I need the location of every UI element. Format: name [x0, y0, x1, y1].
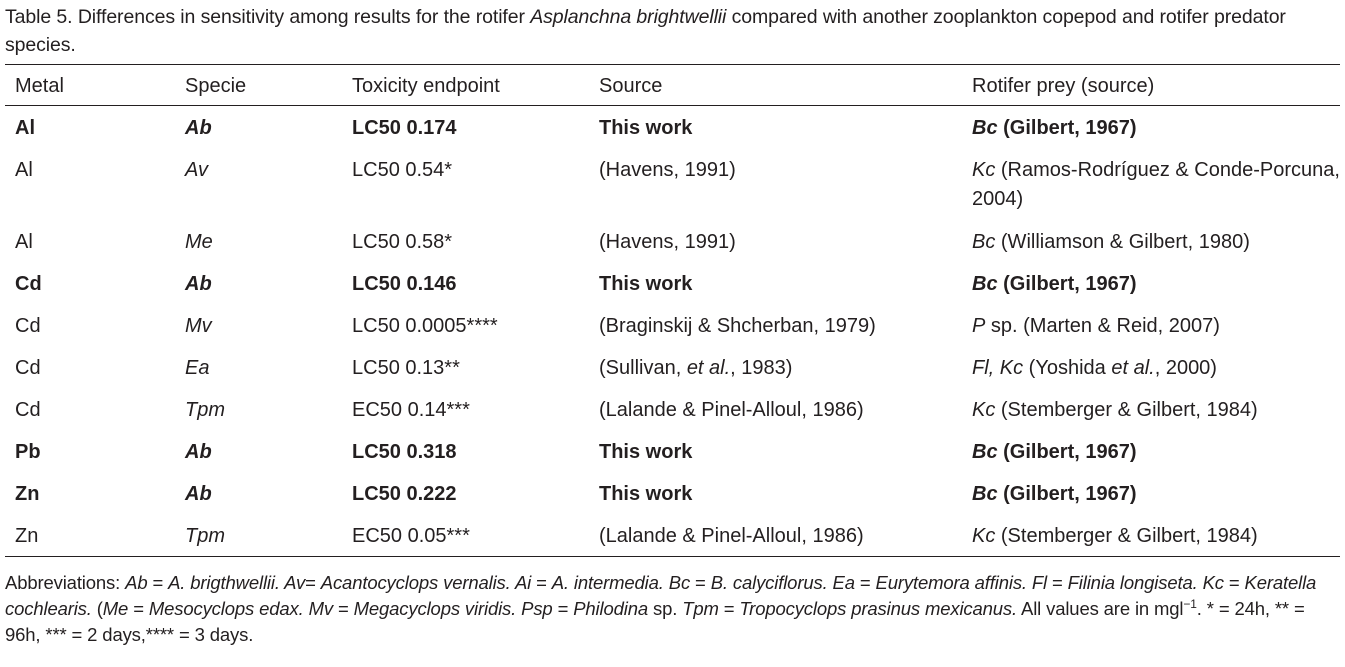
specie-cell: Tpm [185, 399, 225, 421]
specie-cell: Ea [185, 357, 210, 379]
specie-cell: Me [185, 231, 213, 253]
header-specie: Specie [185, 74, 247, 97]
table-row [5, 346, 1340, 388]
endpoint-cell: LC50 0.146 [352, 273, 457, 295]
endpoint-cell: LC50 0.222 [352, 483, 457, 505]
header-toxicity-endpoint: Toxicity endpoint [352, 74, 500, 97]
table-caption: Table 5. Differences in sensitivity among results for the rotifer Asplanchna brightwellii compared with another zooplankton copepod and rotifer predator species. [5, 6, 1286, 56]
source-cell: (Sullivan, et al., 1983) [599, 357, 793, 379]
endpoint-cell: LC50 0.318 [352, 441, 457, 463]
table-footnote: Abbreviations: Ab = A. brigthwellii. Av= Acantocyclops vernalis. Ai = A. intermedia. Bc = B. calyciflorus. Ea = Eurytemora affinis. Fl = Filinia longiseta. Kc = Keratella cochlearis. (Me = Mesocyclops edax. Mv = Megacyclops viridis. Psp = Philodina sp. Tpm = Tropocyclops prasinus mexicanus. All values are in mgl$^{-1}$. * = 24h, ** = 96h, *** = 2 days,**** = 3 days. [5, 572, 1317, 645]
source-cell: This work [599, 117, 693, 139]
prey-cell: Kc (Stemberger & Gilbert, 1984) [972, 399, 1258, 421]
endpoint-cell: EC50 0.14*** [352, 399, 470, 421]
endpoint-cell: LC50 0.13** [352, 357, 460, 379]
source-cell: This work [599, 273, 693, 295]
metal-cell: Cd [15, 357, 41, 379]
prey-cell: Bc (Williamson & Gilbert, 1980) [972, 231, 1250, 253]
endpoint-cell: LC50 0.174 [352, 117, 457, 139]
specie-cell: Tpm [185, 525, 225, 547]
table-row [5, 262, 1340, 304]
source-cell: (Havens, 1991) [599, 159, 736, 181]
table-row [5, 430, 1340, 472]
header-rotifer-prey: Rotifer prey (source) [972, 74, 1155, 97]
metal-cell: Al [15, 231, 33, 253]
table-row [5, 220, 1340, 262]
table-header-row [5, 65, 1340, 106]
source-cell: (Lalande & Pinel-Alloul, 1986) [599, 525, 864, 547]
endpoint-cell: EC50 0.05*** [352, 525, 470, 547]
prey-cell: P sp. (Marten & Reid, 2007) [972, 315, 1220, 337]
table-row [5, 148, 1340, 220]
metal-cell: Zn [15, 525, 39, 547]
table-row [5, 472, 1340, 514]
sensitivity-table [5, 64, 1340, 557]
metal-cell: Pb [15, 441, 41, 463]
prey-cell: Kc (Stemberger & Gilbert, 1984) [972, 525, 1258, 547]
prey-cell: Bc (Gilbert, 1967) [972, 273, 1137, 295]
endpoint-cell: LC50 0.0005**** [352, 315, 498, 337]
source-cell: (Havens, 1991) [599, 231, 736, 253]
metal-cell: Zn [15, 483, 40, 505]
table-row [5, 388, 1340, 430]
specie-cell: Ab [185, 483, 212, 505]
header-metal: Metal [15, 74, 64, 97]
specie-cell: Ab [185, 117, 212, 139]
table-figure [5, 3, 1340, 667]
table-row [5, 514, 1340, 557]
prey-cell: Fl, Kc (Yoshida et al., 2000) [972, 357, 1217, 379]
prey-cell: Bc (Gilbert, 1967) [972, 117, 1137, 139]
source-cell: This work [599, 441, 693, 463]
prey-cell: Kc (Ramos-Rodríguez & Conde-Porcuna, 2004) [972, 159, 1340, 210]
source-cell: This work [599, 483, 693, 505]
metal-cell: Cd [15, 399, 41, 421]
caption-species: Asplanchna brightwellii [530, 6, 727, 28]
table-row [5, 304, 1340, 346]
header-source: Source [599, 74, 663, 97]
table-row [5, 106, 1340, 149]
prey-cell: Bc (Gilbert, 1967) [972, 483, 1137, 505]
metal-cell: Al [15, 159, 33, 181]
endpoint-cell: LC50 0.58* [352, 231, 453, 253]
metal-cell: Cd [15, 273, 42, 295]
specie-cell: Mv [185, 315, 212, 337]
source-cell: (Lalande & Pinel-Alloul, 1986) [599, 399, 864, 421]
metal-cell: Al [15, 117, 35, 139]
specie-cell: Av [185, 159, 208, 181]
specie-cell: Ab [185, 273, 212, 295]
endpoint-cell: LC50 0.54* [352, 159, 453, 181]
specie-cell: Ab [185, 441, 212, 463]
prey-cell: Bc (Gilbert, 1967) [972, 441, 1137, 463]
source-cell: (Braginskij & Shcherban, 1979) [599, 315, 876, 337]
metal-cell: Cd [15, 315, 41, 337]
